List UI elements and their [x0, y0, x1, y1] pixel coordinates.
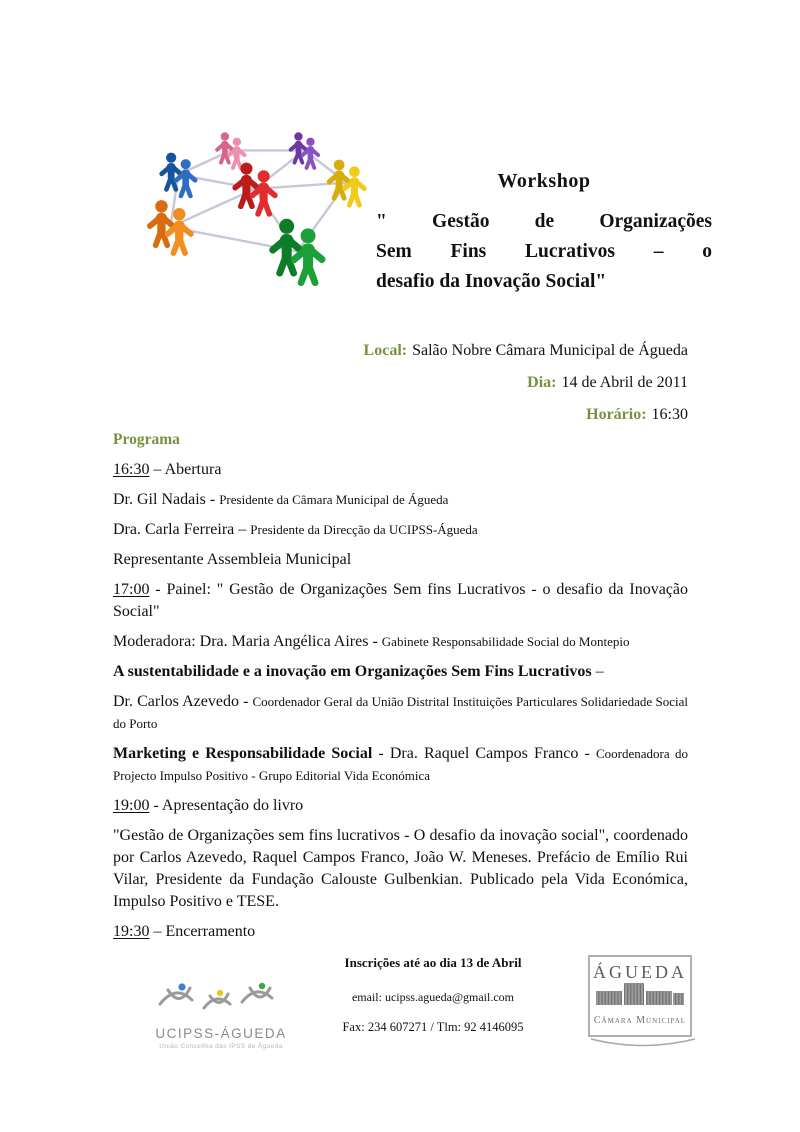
program-paragraph [113, 579, 688, 623]
program-list [113, 459, 688, 943]
program-text-small: Gabinete Responsabilidade Social do Montepio [381, 634, 630, 649]
program-paragraph [113, 795, 688, 817]
horario-label: Horário: [586, 406, 647, 423]
program-text-normal: Representante Assembleia Municipal [113, 551, 352, 568]
event-title-line-1: " Gestão de Organizações [376, 211, 712, 232]
program-text-small: Presidente da Câmara Municipal de Águeda [219, 492, 449, 507]
workshop-label: Workshop [497, 170, 591, 192]
inscription-info [318, 955, 548, 1035]
program-text-time: 19:30 [113, 923, 150, 940]
program-heading: Programa [113, 431, 180, 448]
program-text-normal: - Painel: " Gestão de Organizações Sem fins Lucrativos - o desafio da Inovação Social" [113, 581, 688, 620]
person-pair-yellow [342, 166, 367, 207]
program-text-normal: – Abertura [149, 461, 222, 478]
ucipss-logo-mark [146, 978, 296, 1020]
person-pair-blue [159, 153, 183, 192]
program-text-normal: Dra. Carla Ferreira – [113, 521, 251, 538]
person-pair-green [269, 219, 304, 277]
people-network-image [126, 124, 376, 310]
program-text-normal: Dr. Gil Nadais - [113, 491, 220, 508]
local-value: Salão Nobre Câmara Municipal de Águeda [412, 342, 688, 359]
ucipss-dot-yellow [217, 990, 223, 996]
program-text-bold: A sustentabilidade e a inovação em Organizações Sem Fins Lucrativos [113, 663, 592, 680]
program-text-bold: Marketing e Responsabilidade Social [113, 745, 373, 762]
program-section [113, 431, 688, 951]
person-pair-orange [147, 200, 176, 248]
ucipss-dot-blue [178, 983, 185, 990]
program-paragraph [113, 519, 688, 541]
event-title-line-3: desafio da Inovação Social" [376, 271, 607, 292]
event-details [112, 341, 688, 437]
program-text-normal: - Dra. Raquel Campos Franco - [372, 745, 596, 762]
program-text-time: 19:00 [113, 797, 150, 814]
agueda-logo-subtitle: Câmara Municipal [593, 1015, 687, 1026]
agueda-logo-arc [588, 1037, 698, 1051]
agueda-building-icon [595, 982, 685, 1008]
agueda-logo [588, 955, 698, 1056]
detail-row-horario [112, 405, 688, 425]
ucipss-logo [126, 978, 316, 1050]
ucipss-logo-name: UCIPSS-ÁGUEDA [155, 1026, 287, 1041]
program-text-normal: - Apresentação do livro [149, 797, 304, 814]
program-text-normal: "Gestão de Organizações sem fins lucrativos - O desafio da inovação social", coordenado por Carlos Azevedo, Raquel Campos Franco, João W. Meneses. Prefácio de Emílio Rui Vilar, Presidente da Fundação Calouste Gulbenkian. Publicado pela Vida Económica, Impulso Positivo e TESE. [113, 827, 688, 910]
program-text-normal: Moderadora: Dra. Maria Angélica Aires - [113, 633, 382, 650]
program-text-normal: – [591, 663, 604, 680]
person-pair-purple [301, 138, 320, 170]
program-paragraph [113, 549, 688, 571]
program-paragraph [113, 921, 688, 943]
program-paragraph [113, 459, 688, 481]
detail-row-dia [112, 373, 688, 393]
event-title-line-2: Sem Fins Lucrativos – o [376, 241, 712, 262]
program-paragraph [113, 489, 688, 511]
program-text-normal: Dr. Carlos Azevedo - [113, 693, 253, 710]
program-paragraph [113, 631, 688, 653]
program-paragraph [113, 743, 688, 787]
program-text-normal: – Encerramento [149, 923, 256, 940]
dia-value: 14 de Abril de 2011 [561, 374, 688, 391]
ucipss-dot-green [259, 983, 265, 989]
person-pair-red [232, 163, 260, 209]
person-pair-blue [174, 159, 198, 198]
program-text-small: Presidente da Direcção da UCIPSS-Águeda [250, 522, 478, 537]
program-text-small: Coordenadora do Projecto Impulso Positivo - Grupo Editorial Vida Económica [113, 746, 688, 783]
horario-value: 16:30 [651, 406, 688, 423]
program-text-time: 17:00 [113, 581, 150, 598]
contact-fax-phone: Fax: 234 607271 / Tlm: 92 4146095 [342, 1020, 524, 1034]
program-text-small: Coordenador Geral da União Distrital Instituições Particulares Solidariedade Social do Porto [113, 694, 688, 731]
program-paragraph [113, 691, 688, 735]
person-pair-red [250, 170, 278, 216]
program-paragraph [113, 825, 688, 913]
network-figures [147, 132, 367, 286]
local-label: Local: [363, 342, 408, 359]
contact-email: email: ucipss.agueda@gmail.com [351, 990, 514, 1004]
detail-row-local [112, 341, 688, 361]
agueda-logo-title: ÁGUEDA [593, 962, 687, 982]
person-pair-green [291, 228, 326, 286]
program-paragraph [113, 661, 688, 683]
ucipss-logo-tagline: União Concelhia das IPSS de Águeda [159, 1043, 283, 1050]
network-lines [170, 150, 346, 251]
program-text-time: 16:30 [113, 461, 150, 478]
title-block [376, 170, 712, 297]
person-pair-pink [215, 132, 234, 164]
agueda-logo-box [588, 955, 692, 1037]
dia-label: Dia: [527, 374, 557, 391]
inscription-deadline: Inscrições até ao dia 13 de Abril [344, 955, 522, 970]
person-pair-orange [165, 208, 194, 256]
